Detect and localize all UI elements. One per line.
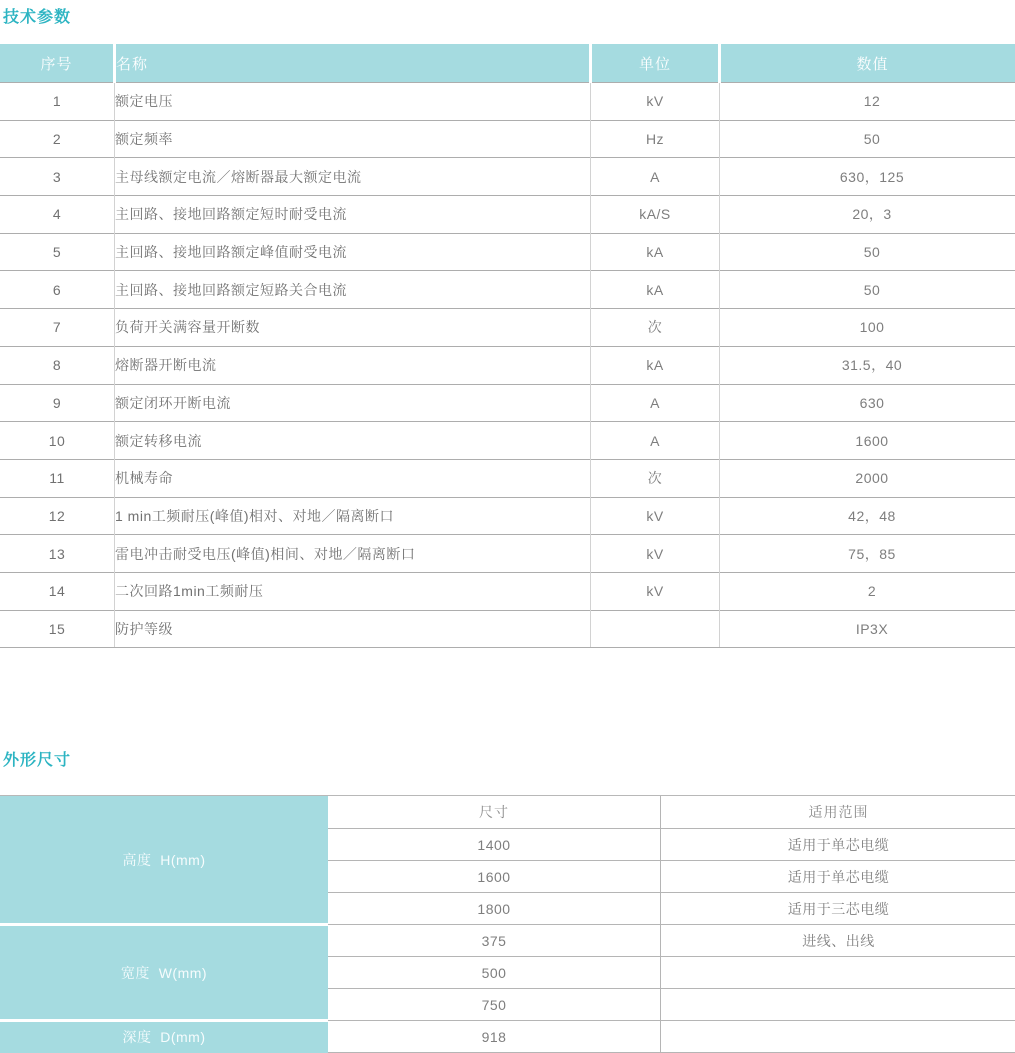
- cell-name: 1 min工频耐压(峰值)相对、对地／隔离断口: [115, 497, 591, 535]
- cell-unit: Hz: [591, 120, 720, 158]
- table-row: [0, 196, 1015, 234]
- dim-group-height: 高度 H(mm): [0, 796, 328, 925]
- table-row: [0, 925, 1015, 957]
- cell-no: 10: [0, 422, 115, 460]
- cell-range: [661, 989, 1015, 1021]
- table-row: [0, 384, 1015, 422]
- cell-name: 主回路、接地回路额定短路关合电流: [115, 271, 591, 309]
- cell-no: 13: [0, 535, 115, 573]
- cell-value: 42，48: [720, 497, 1015, 535]
- cell-unit: kV: [591, 535, 720, 573]
- cell-no: 11: [0, 459, 115, 497]
- cell-value: 50: [720, 271, 1015, 309]
- table-row: [0, 158, 1015, 196]
- table-row: [0, 309, 1015, 347]
- cell-no: 15: [0, 610, 115, 648]
- cell-unit: kA: [591, 233, 720, 271]
- table-row: [0, 572, 1015, 610]
- column-header-value: 数值: [720, 44, 1015, 83]
- cell-unit: kV: [591, 572, 720, 610]
- table-row: [0, 233, 1015, 271]
- cell-no: 6: [0, 271, 115, 309]
- cell-value: 2: [720, 572, 1015, 610]
- cell-name: 额定闭环开断电流: [115, 384, 591, 422]
- cell-value: 12: [720, 83, 1015, 121]
- cell-range: [661, 957, 1015, 989]
- cell-no: 9: [0, 384, 115, 422]
- cell-name: 主母线额定电流／熔断器最大额定电流: [115, 158, 591, 196]
- table-row: [0, 459, 1015, 497]
- cell-no: 4: [0, 196, 115, 234]
- cell-unit: [591, 610, 720, 648]
- table-row: [0, 535, 1015, 573]
- dimensions-title: 外形尺寸: [3, 747, 71, 770]
- cell-value: 100: [720, 309, 1015, 347]
- table-row: [0, 271, 1015, 309]
- column-header-name: 名称: [115, 44, 591, 83]
- cell-name: 雷电冲击耐受电压(峰值)相间、对地／隔离断口: [115, 535, 591, 573]
- cell-name: 机械寿命: [115, 459, 591, 497]
- cell-size: 1800: [328, 893, 661, 925]
- cell-name: 主回路、接地回路额定峰值耐受电流: [115, 233, 591, 271]
- cell-unit: kV: [591, 83, 720, 121]
- cell-no: 1: [0, 83, 115, 121]
- table-row: [0, 346, 1015, 384]
- cell-no: 7: [0, 309, 115, 347]
- dim-group-width: 宽度 W(mm): [0, 925, 328, 1021]
- cell-range: 进线、出线: [661, 925, 1015, 957]
- cell-name: 二次回路1min工频耐压: [115, 572, 591, 610]
- cell-size: 1600: [328, 861, 661, 893]
- cell-unit: 次: [591, 459, 720, 497]
- dimensions-table: [0, 795, 1015, 1053]
- cell-value: IP3X: [720, 610, 1015, 648]
- cell-unit: 次: [591, 309, 720, 347]
- tech-header-row: [0, 44, 1015, 83]
- table-row: [0, 83, 1015, 121]
- cell-no: 8: [0, 346, 115, 384]
- cell-unit: kA: [591, 271, 720, 309]
- cell-size: 1400: [328, 829, 661, 861]
- cell-size: 750: [328, 989, 661, 1021]
- cell-value: 630: [720, 384, 1015, 422]
- cell-value: 50: [720, 233, 1015, 271]
- cell-unit: kA: [591, 346, 720, 384]
- column-header-unit: 单位: [591, 44, 720, 83]
- cell-name: 负荷开关满容量开断数: [115, 309, 591, 347]
- cell-name: 防护等级: [115, 610, 591, 648]
- column-header-no: 序号: [0, 44, 115, 83]
- cell-unit: kA/S: [591, 196, 720, 234]
- cell-name: 额定转移电流: [115, 422, 591, 460]
- table-row: [0, 422, 1015, 460]
- cell-range: [661, 1021, 1015, 1053]
- cell-value: 50: [720, 120, 1015, 158]
- column-header-size: 尺寸: [328, 796, 661, 829]
- dim-header-row: [0, 796, 1015, 829]
- cell-name: 主回路、接地回路额定短时耐受电流: [115, 196, 591, 234]
- cell-unit: A: [591, 422, 720, 460]
- cell-value: 20，3: [720, 196, 1015, 234]
- cell-no: 5: [0, 233, 115, 271]
- cell-name: 额定频率: [115, 120, 591, 158]
- cell-no: 2: [0, 120, 115, 158]
- tech-params-title: 技术参数: [3, 4, 71, 27]
- table-row: [0, 497, 1015, 535]
- column-header-range: 适用范围: [661, 796, 1015, 829]
- cell-range: 适用于单芯电缆: [661, 861, 1015, 893]
- cell-range: 适用于三芯电缆: [661, 893, 1015, 925]
- cell-unit: A: [591, 384, 720, 422]
- dim-group-depth: 深度 D(mm): [0, 1021, 328, 1053]
- table-row: [0, 120, 1015, 158]
- cell-value: 1600: [720, 422, 1015, 460]
- cell-unit: A: [591, 158, 720, 196]
- cell-value: 75，85: [720, 535, 1015, 573]
- cell-value: 630，125: [720, 158, 1015, 196]
- cell-size: 375: [328, 925, 661, 957]
- cell-unit: kV: [591, 497, 720, 535]
- cell-value: 2000: [720, 459, 1015, 497]
- cell-size: 500: [328, 957, 661, 989]
- cell-no: 14: [0, 572, 115, 610]
- cell-no: 3: [0, 158, 115, 196]
- cell-no: 12: [0, 497, 115, 535]
- table-row: [0, 610, 1015, 648]
- cell-size: 918: [328, 1021, 661, 1053]
- cell-name: 熔断器开断电流: [115, 346, 591, 384]
- cell-name: 额定电压: [115, 83, 591, 121]
- cell-value: 31.5，40: [720, 346, 1015, 384]
- cell-range: 适用于单芯电缆: [661, 829, 1015, 861]
- table-row: [0, 1021, 1015, 1053]
- tech-params-table: [0, 44, 1015, 648]
